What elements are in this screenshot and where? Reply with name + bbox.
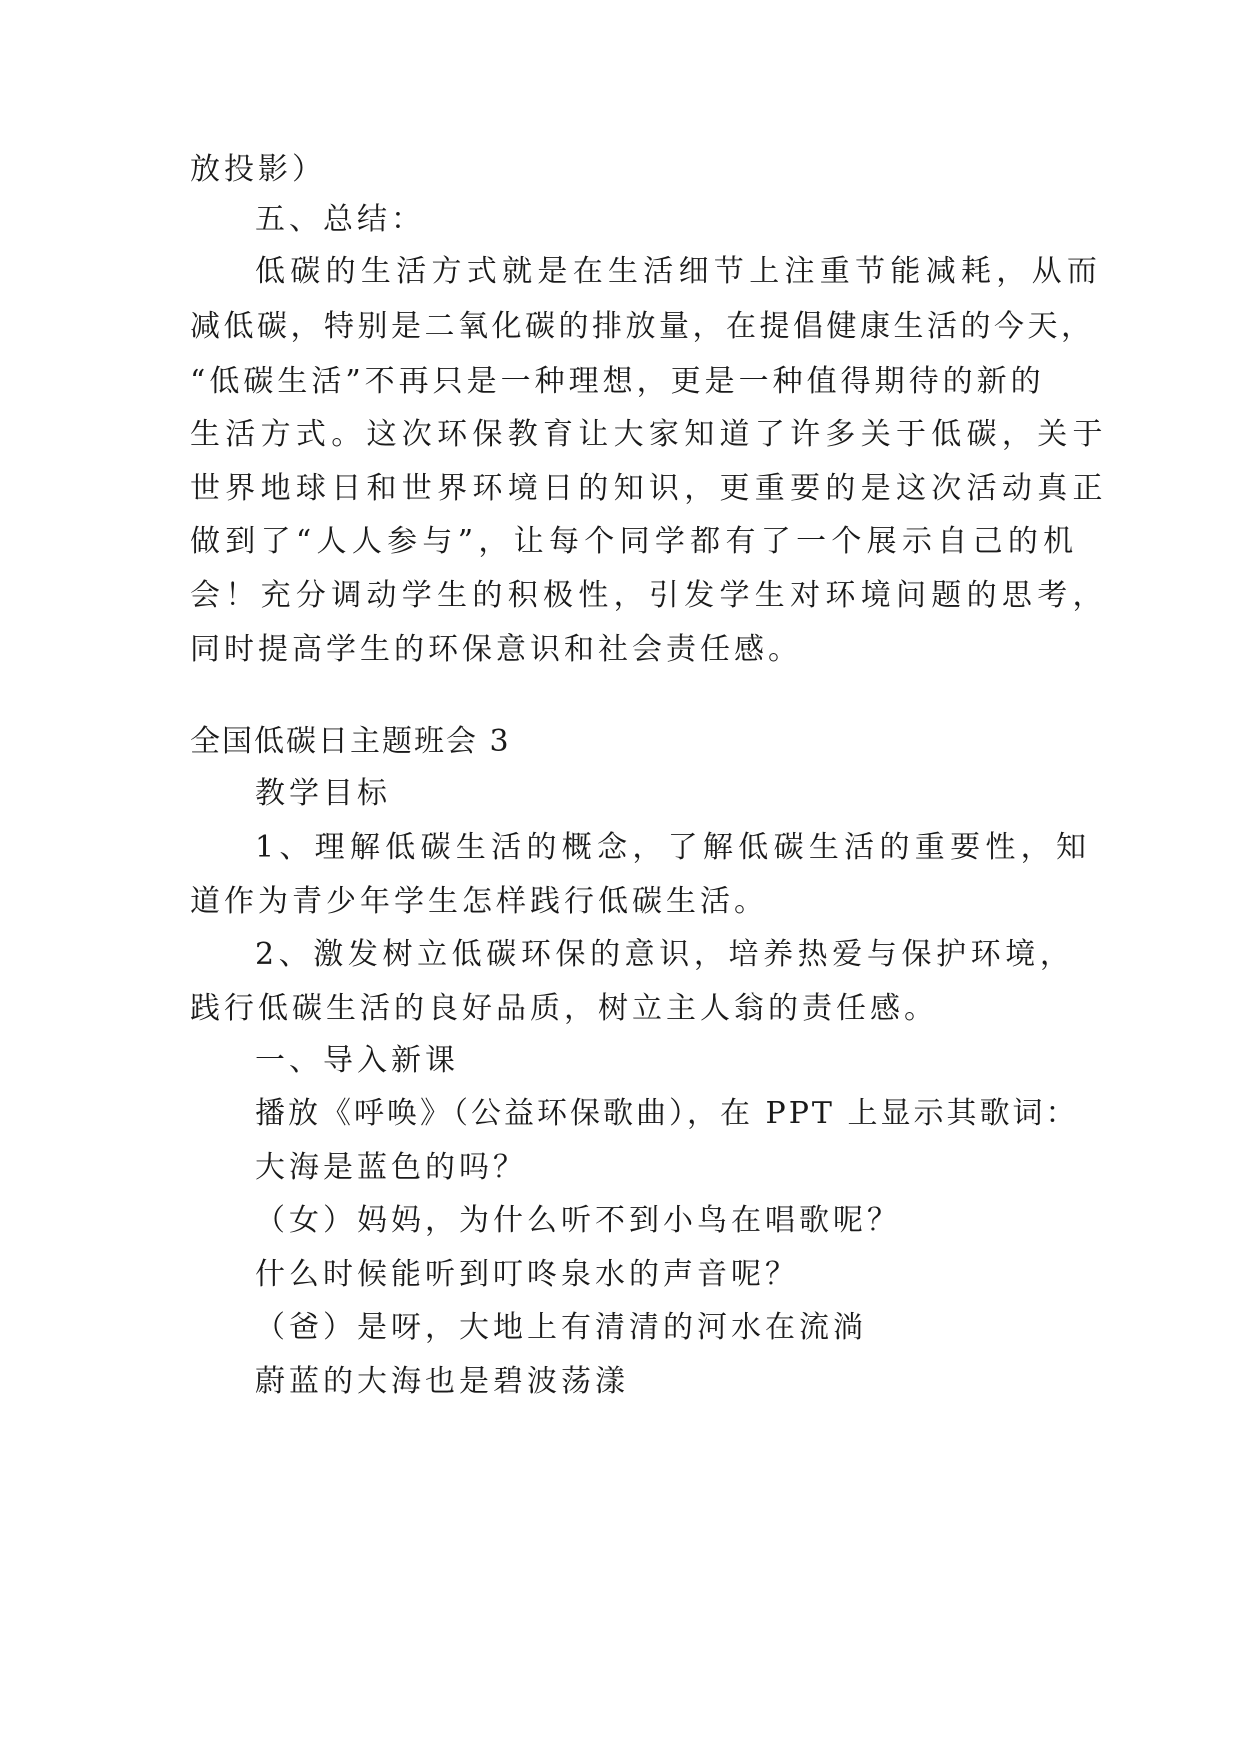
- paragraph-line: 减低碳，特别是二氧化碳的排放量，在提倡健康生活的今天，: [190, 309, 1095, 344]
- paragraph-line: 2、激发树立低碳环保的意识，培养热爱与保护环境，: [255, 937, 1075, 972]
- paragraph-line: 同时提高学生的环保意识和社会责任感。: [190, 632, 802, 667]
- paragraph-line: “低碳生活”不再只是一种理想，更是一种值得期待的新的: [190, 364, 1045, 399]
- lyric-line: 什么时候能听到叮咚泉水的声音呢？: [255, 1257, 799, 1292]
- section-heading: 五、总结：: [255, 202, 425, 237]
- paragraph-line: 生活方式。这次环保教育让大家知道了许多关于低碳，关于: [190, 417, 1108, 452]
- lyric-line: （爸）是呀，大地上有清清的河水在流淌: [255, 1310, 867, 1345]
- paragraph-line: 世界地球日和世界环境日的知识，更重要的是这次活动真正: [190, 471, 1108, 506]
- paragraph-line: 会！充分调动学生的积极性，引发学生对环境问题的思考，: [190, 578, 1108, 613]
- paragraph-line: 践行低碳生活的良好品质，树立主人翁的责任感。: [190, 991, 938, 1026]
- section-heading: 教学目标: [255, 776, 391, 811]
- paragraph-line: 低碳的生活方式就是在生活细节上注重节能减耗，从而: [255, 254, 1103, 289]
- paragraph-line: 播放《呼唤》（公益环保歌曲），在 PPT 上显示其歌词：: [255, 1096, 1079, 1131]
- paragraph-line: 道作为青少年学生怎样践行低碳生活。: [190, 884, 768, 919]
- section-heading: 一、导入新课: [255, 1043, 459, 1078]
- lyric-line: 大海是蓝色的吗？: [255, 1150, 527, 1185]
- text-line: 放投影）: [190, 152, 326, 187]
- lyric-line: （女）妈妈，为什么听不到小鸟在唱歌呢？: [255, 1203, 901, 1238]
- section-title: 全国低碳日主题班会 3: [190, 724, 511, 759]
- paragraph-line: 做到了“人人参与”，让每个同学都有了一个展示自己的机: [190, 524, 1079, 559]
- paragraph-line: 1、理解低碳生活的概念，了解低碳生活的重要性，知: [255, 830, 1092, 865]
- lyric-line: 蔚蓝的大海也是碧波荡漾: [255, 1364, 629, 1399]
